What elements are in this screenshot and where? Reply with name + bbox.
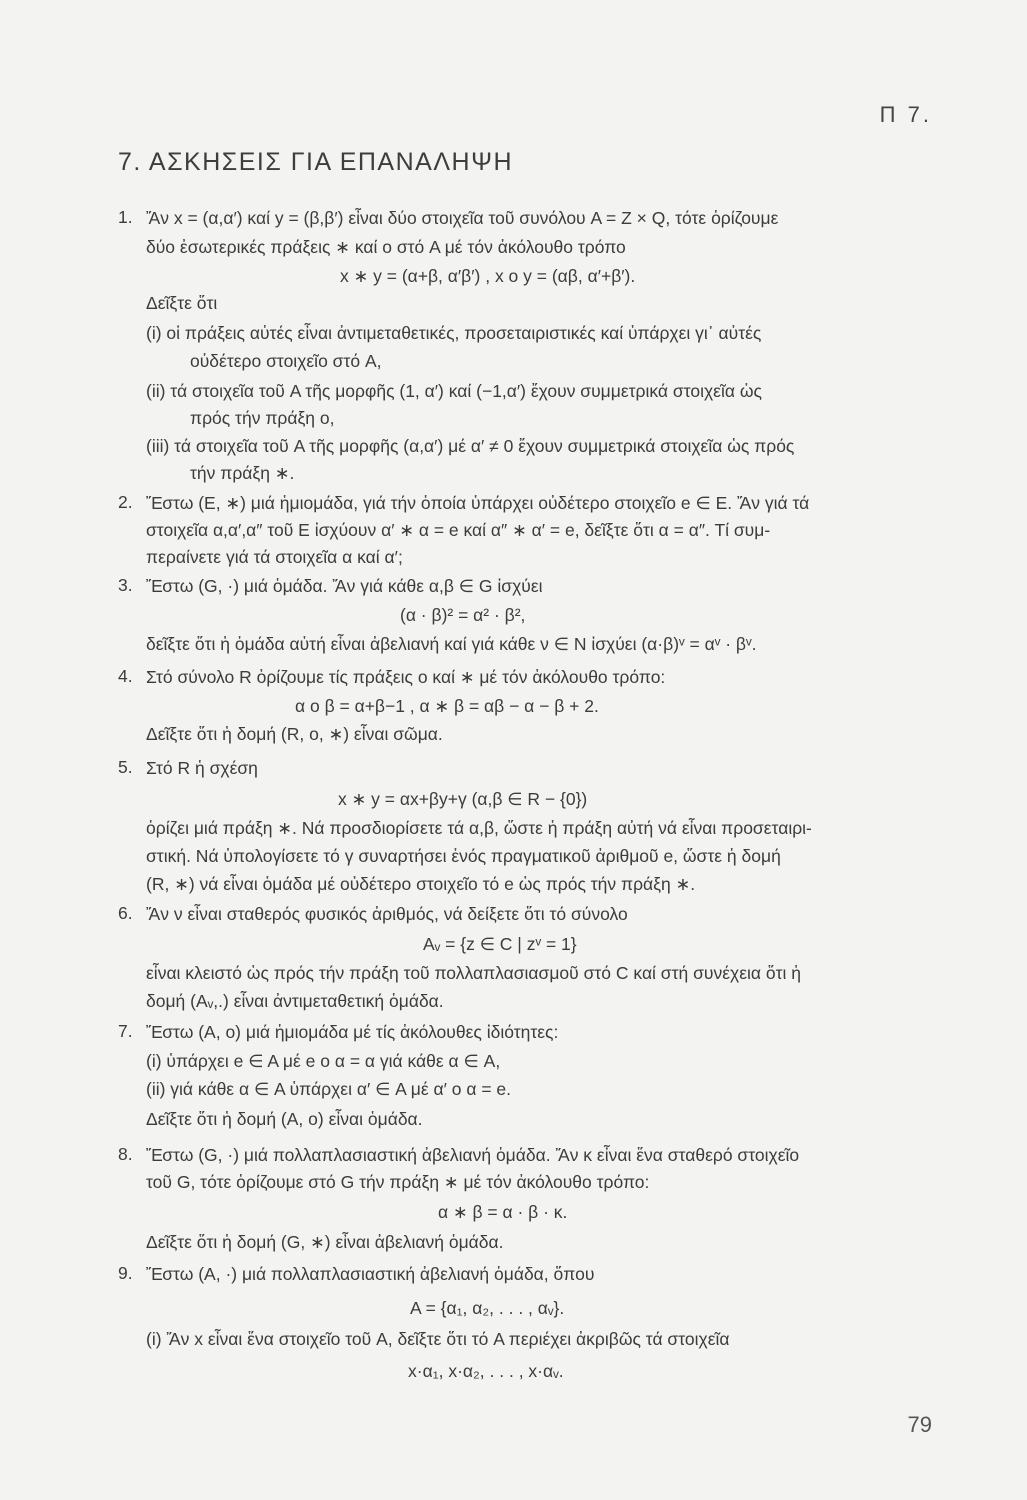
exercise-text: Ἄν ν εἶναι σταθερός φυσικός ἀριθμός, νά δείξετε ὅτι τό σύνολο (146, 904, 628, 924)
formula: x·α₁, x·α₂, . . . , x·αᵥ. (408, 1361, 564, 1381)
item-text: οὐδέτερο στοιχεῖο στό A, (190, 351, 382, 371)
exercise-text: Στό σύνολο R ὁρίζουμε τίς πράξεις ο καί ∗ μέ τόν ἀκόλουθο τρόπο: (146, 667, 666, 687)
exercise-number: 2. (118, 492, 133, 512)
exercise-text: Δεῖξτε ὅτι ἡ δομή (R, ο, ∗) εἶναι σῶμα. (146, 724, 443, 744)
exercise-text: Ἔστω (A, ο) μιά ἡμιομάδα μέ τίς ἀκόλουθες ἰδιότητες: (146, 1022, 559, 1042)
formula: α ο β = α+β−1 , α ∗ β = αβ − α − β + 2. (295, 696, 599, 716)
exercise-text: τοῦ G, τότε ὁρίζουμε στό G τήν πράξη ∗ μέ τόν ἀκόλουθο τρόπο: (146, 1172, 650, 1192)
item-text: (i) Ἄν x εἶναι ἕνα στοιχεῖο τοῦ A, δεῖξτε ὅτι τό A περιέχει ἀκριβῶς τά στοιχεῖα (146, 1329, 730, 1349)
page-title: 7. ΑΣΚΗΣΕΙΣ ΓΙΑ ΕΠΑΝΑΛΗΨΗ (118, 148, 514, 176)
exercise-text: Ἔστω (E, ∗) μιά ἡμιομάδα, γιά τήν ὁποία ὑπάρχει οὐδέτερο στοιχεῖο e ∈ E. Ἄν γιά τά (146, 493, 810, 513)
exercise-number: 8. (118, 1144, 133, 1164)
exercise-text: δομή (Aᵥ,.) εἶναι ἀντιμεταθετική ὁμάδα. (146, 991, 444, 1011)
exercise-number: 7. (118, 1021, 133, 1041)
section-reference: Π 7. (879, 102, 932, 127)
formula: (α · β)² = α² · β², (400, 605, 526, 625)
exercise-text: (R, ∗) νά εἶναι ὁμάδα μέ οὐδέτερο στοιχεῖο τό e ὡς πρός τήν πράξη ∗. (146, 874, 696, 894)
exercise-text: στική. Νά ὑπολογίσετε τό γ συναρτήσει ἑνός πραγματικοῦ ἀριθμοῦ e, ὥστε ἡ δομή (146, 846, 781, 866)
exercise-number: 4. (118, 666, 133, 686)
exercise-text: εἶναι κλειστό ὡς πρός τήν πράξη τοῦ πολλαπλασιασμοῦ στό C καί στή συνέχεια ὅτι ἡ (146, 963, 802, 983)
item-text: (i) οἱ πράξεις αὐτές εἶναι ἀντιμεταθετικές, προσεταιριστικές καί ὑπάρχει γι᾽ αὐτές (146, 323, 762, 343)
exercise-text: δύο ἐσωτερικές πράξεις ∗ καί ο στό A μέ τόν ἀκόλουθο τρόπο (146, 237, 626, 257)
exercise-text: Ἔστω (G, ·) μιά πολλαπλασιαστική ἀβελιανή ὁμάδα. Ἄν κ εἶναι ἕνα σταθερό στοιχεῖο (146, 1145, 800, 1165)
exercise-text: περαίνετε γιά τά στοιχεῖα α καί α′; (146, 547, 403, 567)
formula: A = {α₁, α₂, . . . , αᵥ}. (410, 1298, 565, 1318)
formula: x ∗ y = (α+β, α′β′) , x ο y = (αβ, α′+β′). (340, 266, 636, 286)
exercise-number: 6. (118, 903, 133, 923)
formula: α ∗ β = α · β · κ. (438, 1202, 568, 1222)
page-number: 79 (907, 1412, 932, 1437)
exercise-number: 5. (118, 757, 133, 777)
item-text: (ii) γιά κάθε α ∈ A ὑπάρχει α′ ∈ A μέ α′ ο α = e. (146, 1079, 512, 1099)
exercise-text: Στό R ἡ σχέση (146, 758, 258, 778)
item-text: πρός τήν πράξη ο, (190, 408, 335, 428)
exercise-text: στοιχεῖα α,α′,α″ τοῦ E ἰσχύουν α′ ∗ α = e καί α″ ∗ α′ = e, δεῖξτε ὅτι α = α″. Τί συμ- (146, 520, 771, 540)
exercise-number: 3. (118, 575, 133, 595)
item-text: (ii) τά στοιχεῖα τοῦ A τῆς μορφῆς (1, α′) καί (−1,α′) ἔχουν συμμετρικά στοιχεῖα ὡς (146, 381, 762, 401)
exercise-text: ὁρίζει μιά πράξη ∗. Νά προσδιορίσετε τά α,β, ὥστε ἡ πράξη αὐτή νά εἶναι προσεταιρι- (146, 818, 812, 838)
exercise-text: Δεῖξτε ὅτι (146, 293, 218, 313)
exercise-text: Δεῖξτε ὅτι ἡ δομή (G, ∗) εἶναι ἀβελιανή ὁμάδα. (146, 1232, 504, 1252)
formula: Aᵥ = {z ∈ C | zᵛ = 1} (423, 934, 577, 954)
exercise-text: Ἔστω (G, ·) μιά ὁμάδα. Ἄν γιά κάθε α,β ∈ G ἰσχύει (146, 576, 543, 596)
exercise-text: Ἔστω (A, ·) μιά πολλαπλασιαστική ἀβελιανή ὁμάδα, ὅπου (146, 1264, 595, 1284)
item-text: (i) ὑπάρχει e ∈ A μέ e ο α = α γιά κάθε α ∈ A, (146, 1051, 501, 1071)
exercise-text: Δεῖξτε ὅτι ἡ δομή (A, ο) εἶναι ὁμάδα. (146, 1109, 423, 1129)
exercise-text: Ἄν x = (α,α′) καί y = (β,β′) εἶναι δύο στοιχεῖα τοῦ συνόλου A = Z × Q, τότε ὁρίζουμε (146, 208, 779, 228)
item-text: (iii) τά στοιχεῖα τοῦ A τῆς μορφῆς (α,α′) μέ α′ ≠ 0 ἔχουν συμμετρικά στοιχεῖα ὡς πρός (146, 436, 795, 456)
item-text: τήν πράξη ∗. (190, 463, 295, 483)
formula: x ∗ y = αx+βy+γ (α,β ∈ R − {0}) (338, 789, 588, 809)
exercise-number: 1. (118, 207, 133, 227)
exercise-text: δεῖξτε ὅτι ἡ ὁμάδα αὐτή εἶναι ἀβελιανή καί γιά κάθε ν ∈ N ἰσχύει (α·β)ᵛ = αᵛ · βᵛ. (146, 634, 757, 654)
exercise-number: 9. (118, 1263, 133, 1283)
